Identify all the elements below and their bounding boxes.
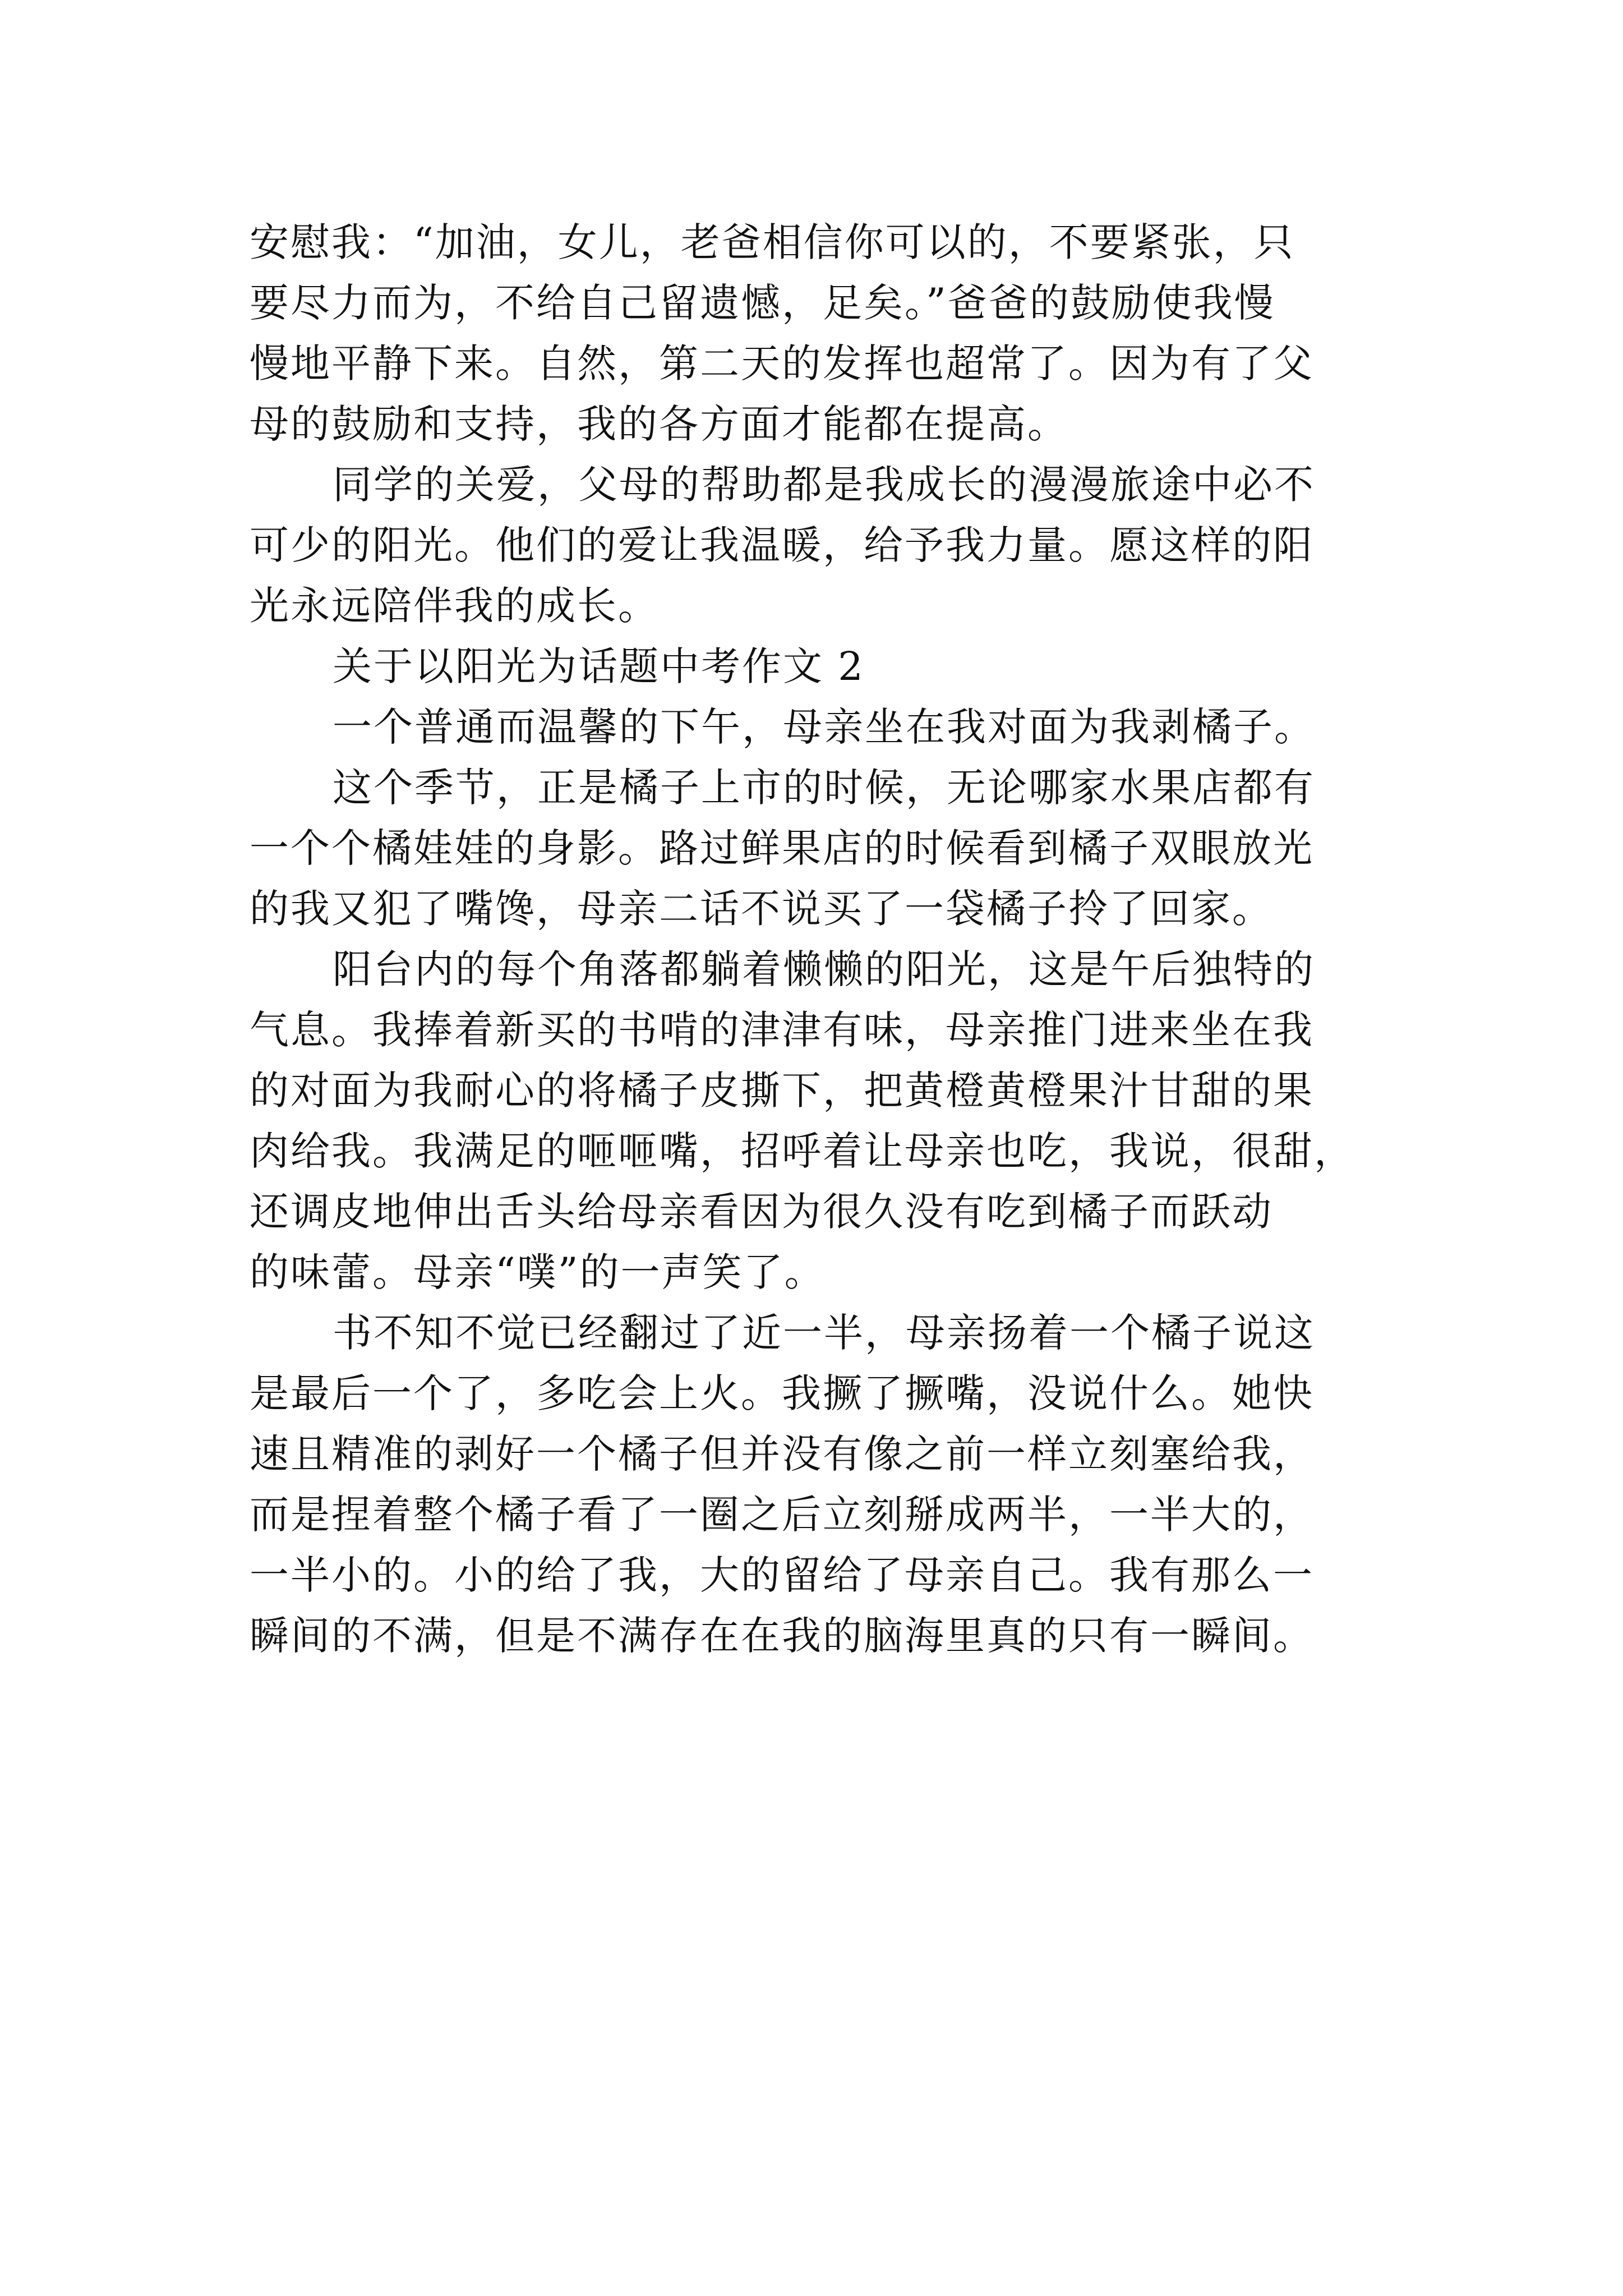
- text-line: 母的鼓励和支持，我的各方面才能都在提高。: [250, 401, 1068, 447]
- text-line: 的味蕾。母亲“噗”的一声笑了。: [250, 1249, 826, 1295]
- text-line: 书不知不觉已经翻过了近一半，母亲扬着一个橘子说这: [333, 1310, 1315, 1356]
- paragraph: [250, 939, 1388, 1303]
- paragraph: [250, 697, 1388, 757]
- paragraph: [250, 212, 1388, 454]
- text-line: 一个个橘娃娃的身影。路过鲜果店的时候看到橘子双眼放光: [250, 825, 1314, 871]
- text-line: 气息。我捧着新买的书啃的津津有味，母亲推门进来坐在我: [250, 1007, 1314, 1053]
- text-line: 的对面为我耐心的将橘子皮撕下，把黄橙黄橙果汁甘甜的果: [250, 1068, 1314, 1114]
- text-line: 的我又犯了嘴馋，母亲二话不说买了一袋橘子拎了回家。: [250, 886, 1273, 932]
- text-line: 速且精准的剥好一个橘子但并没有像之前一样立刻塞给我，: [250, 1431, 1314, 1477]
- paragraph: [250, 636, 1388, 697]
- text-line: 一个普通而温馨的下午，母亲坐在我对面为我剥橘子。: [333, 704, 1315, 750]
- text-line: 慢地平静下来。自然，第二天的发挥也超常了。因为有了父: [250, 341, 1314, 386]
- text-line: 而是捏着整个橘子看了一圈之后立刻掰成两半，一半大的，: [250, 1492, 1314, 1538]
- text-line: 安慰我：“加油，女儿，老爸相信你可以的，不要紧张，只: [250, 219, 1295, 265]
- text-line: 关于以阳光为话题中考作文 2: [333, 643, 865, 689]
- text-line: 肉给我。我满足的咂咂嘴，招呼着让母亲也吃，我说，很甜，: [250, 1128, 1355, 1174]
- text-line: 要尽力而为，不给自己留遗憾，足矣。”爸爸的鼓励使我慢: [250, 280, 1275, 326]
- text-line: 可少的阳光。他们的爱让我温暖，给予我力量。愿这样的阳: [250, 522, 1314, 568]
- text-line: 光永远陪伴我的成长。: [250, 583, 659, 629]
- text-line: 同学的关爱，父母的帮助都是我成长的漫漫旅途中必不: [333, 462, 1315, 508]
- essay-body: [250, 212, 1388, 1666]
- text-line: 这个季节，正是橘子上市的时候，无论哪家水果店都有: [333, 765, 1315, 811]
- paragraph: [250, 757, 1388, 939]
- paragraph: [250, 454, 1388, 636]
- text-line: 阳台内的每个角落都躺着懒懒的阳光，这是午后独特的: [333, 946, 1315, 992]
- text-line: 瞬间的不满，但是不满存在在我的脑海里真的只有一瞬间。: [250, 1613, 1314, 1659]
- paragraph: [250, 1303, 1388, 1666]
- text-line: 是最后一个了，多吃会上火。我撅了撅嘴，没说什么。她快: [250, 1370, 1314, 1416]
- text-line: 一半小的。小的给了我，大的留给了母亲自己。我有那么一: [250, 1552, 1314, 1598]
- text-line: 还调皮地伸出舌头给母亲看因为很久没有吃到橘子而跃动: [250, 1189, 1273, 1235]
